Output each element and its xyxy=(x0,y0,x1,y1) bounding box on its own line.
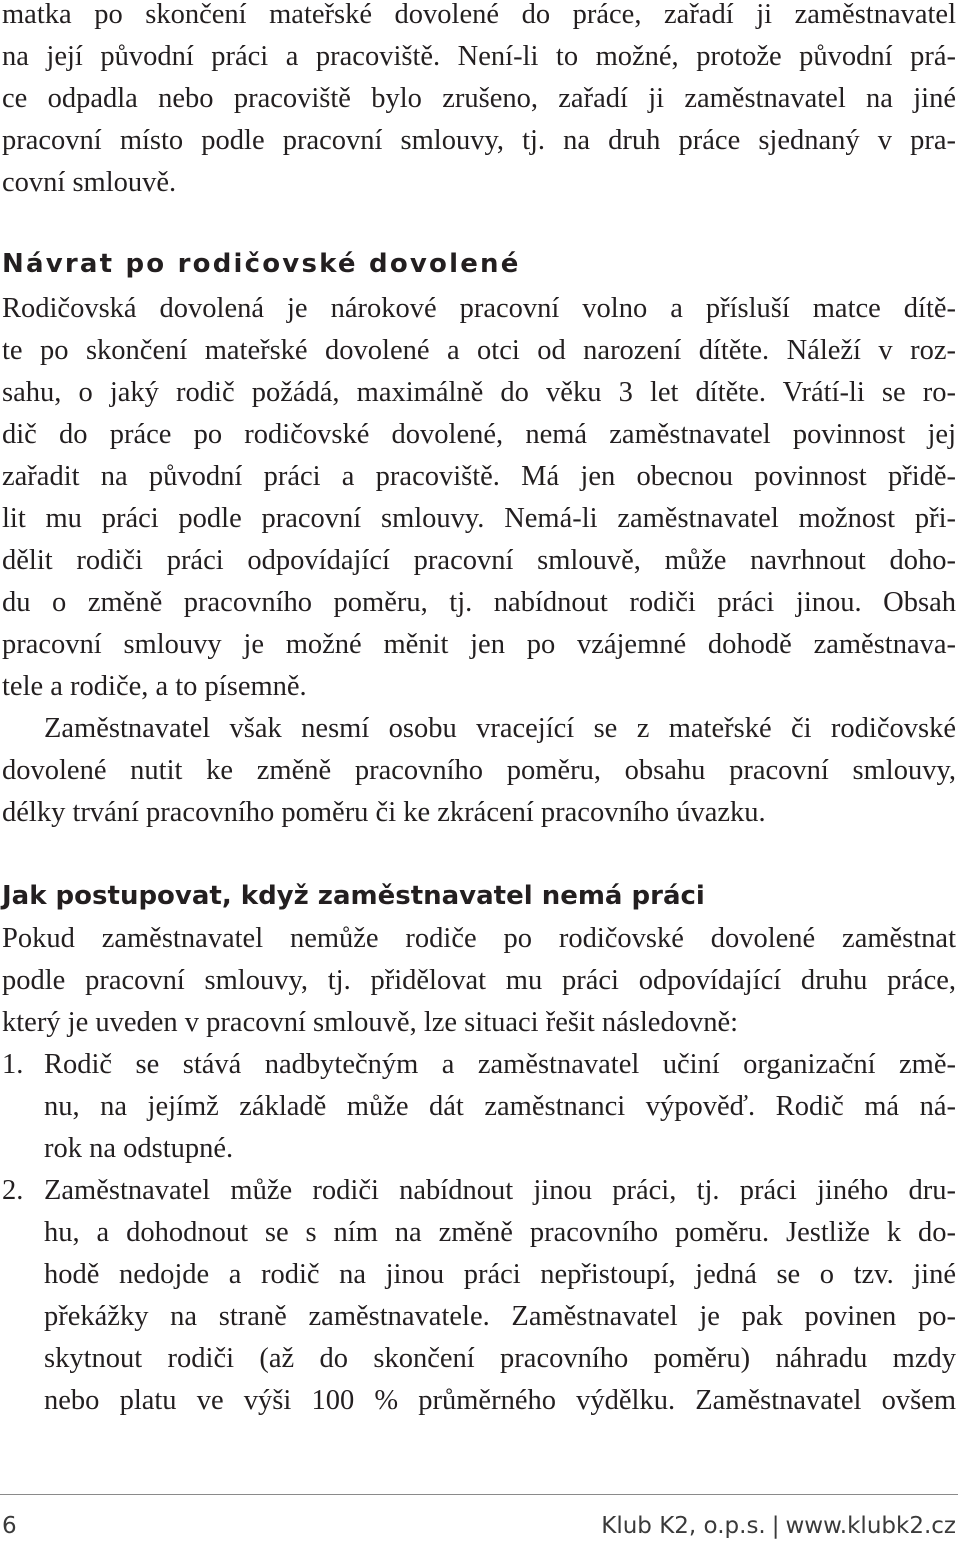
text-line: který je uveden v pracovní smlouvě, lze situaci řešit následovně: xyxy=(2,1007,739,1038)
text-line: podle pracovní smlouvy, tj. přidělovat mu práci odpovídající druhu práce, xyxy=(2,965,956,996)
page-number: 6 xyxy=(2,1513,17,1539)
footer-separator: | xyxy=(771,1513,780,1539)
text-line: du o změně pracovního poměru, tj. nabídnout rodiči práci jinou. Obsah xyxy=(2,587,956,618)
footer-divider xyxy=(0,1494,958,1495)
footer-credit xyxy=(601,1510,956,1542)
text-line: covní smlouvě. xyxy=(2,167,177,198)
text-line: Rodič se stává nadbytečným a zaměstnavatel učiní organizační změ- xyxy=(44,1049,956,1080)
list-number: 2. xyxy=(2,1175,24,1206)
text-line: rok na odstupné. xyxy=(44,1133,234,1164)
text-line: pracovní místo podle pracovní smlouvy, tj. na druh práce sjednaný v pra- xyxy=(2,125,956,156)
footer-organization: Klub K2, o.p.s. xyxy=(601,1513,766,1539)
text-line: Zaměstnavatel však nesmí osobu vracející se z mateřské či rodičovské xyxy=(44,713,956,744)
text-line: tele a rodiče, a to písemně. xyxy=(2,671,307,702)
text-line: matka po skončení mateřské dovolené do práce, zařadí ji zaměstnavatel xyxy=(2,0,956,30)
text-line: pracovní smlouvy je možné měnit jen po vzájemné dohodě zaměstnava- xyxy=(2,629,956,660)
text-line: ce odpadla nebo pracoviště bylo zrušeno, zařadí ji zaměstnavatel na jiné xyxy=(2,83,956,114)
text-line: překážky na straně zaměstnavatele. Zaměstnavatel je pak povinen po- xyxy=(44,1301,956,1332)
text-line: na její původní práci a pracoviště. Není-li to možné, protože původní prá- xyxy=(2,41,956,72)
text-line: hu, a dohodnout se s ním na změně pracovního poměru. Jestliže k do- xyxy=(44,1217,956,1248)
text-line: Zaměstnavatel může rodiči nabídnout jinou práci, tj. práci jiného dru- xyxy=(44,1175,956,1206)
text-line: zařadit na původní práci a pracoviště. Má jen obecnou povinnost přidě- xyxy=(2,461,956,492)
text-line: nu, na jejímž základě může dát zaměstnanci výpověď. Rodič má ná- xyxy=(44,1091,956,1122)
text-line: dič do práce po rodičovské dovolené, nemá zaměstnavatel povinnost jej xyxy=(2,419,956,450)
text-line: délky trvání pracovního poměru či ke zkrácení pracovního úvazku. xyxy=(2,797,766,828)
list-number: 1. xyxy=(2,1049,24,1080)
text-line: dělit rodiči práci odpovídající pracovní smlouvě, může navrhnout doho- xyxy=(2,545,956,576)
footer-website-link[interactable]: www.klubk2.cz xyxy=(785,1513,956,1539)
text-line: Pokud zaměstnavatel nemůže rodiče po rodičovské dovolené zaměstnat xyxy=(2,923,956,954)
text-line: skytnout rodiči (až do skončení pracovního poměru) náhradu mzdy xyxy=(44,1343,956,1374)
text-line: hodě nedojde a rodič na jinou práci nepřistoupí, jedná se o tzv. jiné xyxy=(44,1259,956,1290)
text-line: dovolené nutit ke změně pracovního poměru, obsahu pracovní smlouvy, xyxy=(2,755,956,786)
text-line: lit mu práci podle pracovní smlouvy. Nemá-li zaměstnavatel možnost při- xyxy=(2,503,956,534)
text-line: Rodičovská dovolená je nárokové pracovní volno a přísluší matce dítě- xyxy=(2,293,956,324)
text-line: te po skončení mateřské dovolené a otci od narození dítěte. Náleží v roz- xyxy=(2,335,956,366)
text-line: sahu, o jaký rodič požádá, maximálně do věku 3 let dítěte. Vrátí-li se ro- xyxy=(2,377,956,408)
section-heading: Návrat po rodičovské dovolené xyxy=(2,249,521,279)
section-heading: Jak postupovat, když zaměstnavatel nemá práci xyxy=(2,881,705,911)
text-line: nebo platu ve výši 100 % průměrného výdělku. Zaměstnavatel ovšem xyxy=(44,1385,956,1416)
